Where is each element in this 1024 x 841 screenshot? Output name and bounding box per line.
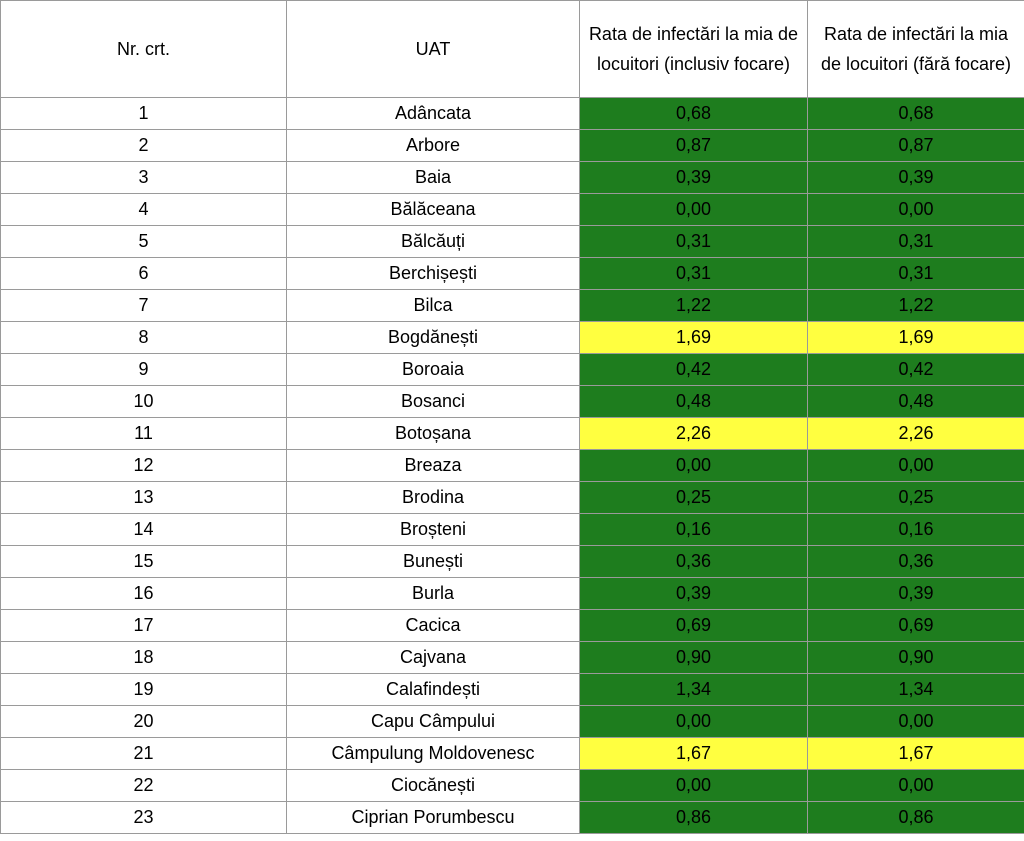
table-row [1,482,1024,514]
uat-name: Ciocănești [287,770,580,802]
uat-name: Bunești [287,546,580,578]
table-row [1,738,1024,770]
rate-excluding-outbreaks: 1,67 [808,738,1024,770]
table-row [1,578,1024,610]
row-number: 12 [1,450,287,482]
uat-name: Adâncata [287,98,580,130]
header-row [1,1,1024,98]
row-number: 14 [1,514,287,546]
row-number: 7 [1,290,287,322]
uat-name: Broșteni [287,514,580,546]
table-row [1,354,1024,386]
rate-including-outbreaks: 2,26 [580,418,808,450]
row-number: 21 [1,738,287,770]
uat-name: Câmpulung Moldovenesc [287,738,580,770]
rate-excluding-outbreaks: 0,00 [808,706,1024,738]
uat-name: Arbore [287,130,580,162]
rate-excluding-outbreaks: 0,68 [808,98,1024,130]
rate-excluding-outbreaks: 0,69 [808,610,1024,642]
rate-excluding-outbreaks: 0,16 [808,514,1024,546]
uat-name: Brodina [287,482,580,514]
rate-including-outbreaks: 0,16 [580,514,808,546]
row-number: 6 [1,258,287,290]
rate-excluding-outbreaks: 0,31 [808,258,1024,290]
uat-name: Bălcăuți [287,226,580,258]
table-row [1,706,1024,738]
header-rate-excluding-outbreaks: Rata de infectări la mia de locuitori (fără focare) [808,1,1024,98]
header-rate-including-outbreaks: Rata de infectări la mia de locuitori (inclusiv focare) [580,1,808,98]
rate-including-outbreaks: 0,25 [580,482,808,514]
row-number: 2 [1,130,287,162]
rate-excluding-outbreaks: 0,00 [808,770,1024,802]
rate-excluding-outbreaks: 0,00 [808,194,1024,226]
uat-name: Bilca [287,290,580,322]
row-number: 19 [1,674,287,706]
row-number: 10 [1,386,287,418]
uat-name: Ciprian Porumbescu [287,802,580,834]
rate-excluding-outbreaks: 0,90 [808,642,1024,674]
table-body [1,98,1024,834]
uat-name: Burla [287,578,580,610]
rate-including-outbreaks: 0,69 [580,610,808,642]
rate-excluding-outbreaks: 0,36 [808,546,1024,578]
rate-including-outbreaks: 0,31 [580,226,808,258]
uat-name: Calafindești [287,674,580,706]
rate-excluding-outbreaks: 0,48 [808,386,1024,418]
rate-excluding-outbreaks: 0,00 [808,450,1024,482]
rate-including-outbreaks: 0,31 [580,258,808,290]
rate-including-outbreaks: 0,48 [580,386,808,418]
rate-including-outbreaks: 0,00 [580,194,808,226]
rate-excluding-outbreaks: 0,42 [808,354,1024,386]
row-number: 15 [1,546,287,578]
table-row [1,610,1024,642]
rate-including-outbreaks: 0,42 [580,354,808,386]
table-row [1,194,1024,226]
rate-including-outbreaks: 0,36 [580,546,808,578]
table-row [1,418,1024,450]
table-header [1,1,1024,98]
rate-including-outbreaks: 1,69 [580,322,808,354]
row-number: 20 [1,706,287,738]
table-row [1,770,1024,802]
header-uat: UAT [287,1,580,98]
row-number: 17 [1,610,287,642]
row-number: 22 [1,770,287,802]
rate-excluding-outbreaks: 1,69 [808,322,1024,354]
rate-including-outbreaks: 0,00 [580,450,808,482]
uat-name: Baia [287,162,580,194]
table-row [1,322,1024,354]
uat-name: Cacica [287,610,580,642]
table-row [1,674,1024,706]
uat-name: Bogdănești [287,322,580,354]
rate-excluding-outbreaks: 0,39 [808,162,1024,194]
rate-excluding-outbreaks: 1,22 [808,290,1024,322]
uat-name: Cajvana [287,642,580,674]
rate-including-outbreaks: 0,90 [580,642,808,674]
rate-including-outbreaks: 0,87 [580,130,808,162]
rate-excluding-outbreaks: 1,34 [808,674,1024,706]
table-row [1,226,1024,258]
uat-name: Capu Câmpului [287,706,580,738]
rate-excluding-outbreaks: 2,26 [808,418,1024,450]
table-row [1,98,1024,130]
table-row [1,642,1024,674]
table-row [1,386,1024,418]
table-row [1,290,1024,322]
header-nr: Nr. crt. [1,1,287,98]
uat-name: Breaza [287,450,580,482]
row-number: 8 [1,322,287,354]
uat-name: Berchișești [287,258,580,290]
rate-including-outbreaks: 1,34 [580,674,808,706]
rate-excluding-outbreaks: 0,86 [808,802,1024,834]
uat-name: Boroaia [287,354,580,386]
rate-including-outbreaks: 1,67 [580,738,808,770]
rate-including-outbreaks: 0,68 [580,98,808,130]
rate-including-outbreaks: 0,00 [580,706,808,738]
uat-name: Bosanci [287,386,580,418]
table-row [1,162,1024,194]
row-number: 23 [1,802,287,834]
rate-excluding-outbreaks: 0,39 [808,578,1024,610]
row-number: 5 [1,226,287,258]
table-row [1,258,1024,290]
row-number: 18 [1,642,287,674]
table-row [1,450,1024,482]
row-number: 3 [1,162,287,194]
rate-excluding-outbreaks: 0,87 [808,130,1024,162]
rate-excluding-outbreaks: 0,25 [808,482,1024,514]
rate-including-outbreaks: 1,22 [580,290,808,322]
table-row [1,802,1024,834]
row-number: 4 [1,194,287,226]
row-number: 9 [1,354,287,386]
row-number: 13 [1,482,287,514]
rate-including-outbreaks: 0,39 [580,578,808,610]
table-row [1,514,1024,546]
uat-name: Bălăceana [287,194,580,226]
rate-including-outbreaks: 0,86 [580,802,808,834]
table-row [1,130,1024,162]
row-number: 11 [1,418,287,450]
row-number: 16 [1,578,287,610]
row-number: 1 [1,98,287,130]
rate-including-outbreaks: 0,00 [580,770,808,802]
uat-name: Botoșana [287,418,580,450]
table-row [1,546,1024,578]
rate-including-outbreaks: 0,39 [580,162,808,194]
rate-excluding-outbreaks: 0,31 [808,226,1024,258]
